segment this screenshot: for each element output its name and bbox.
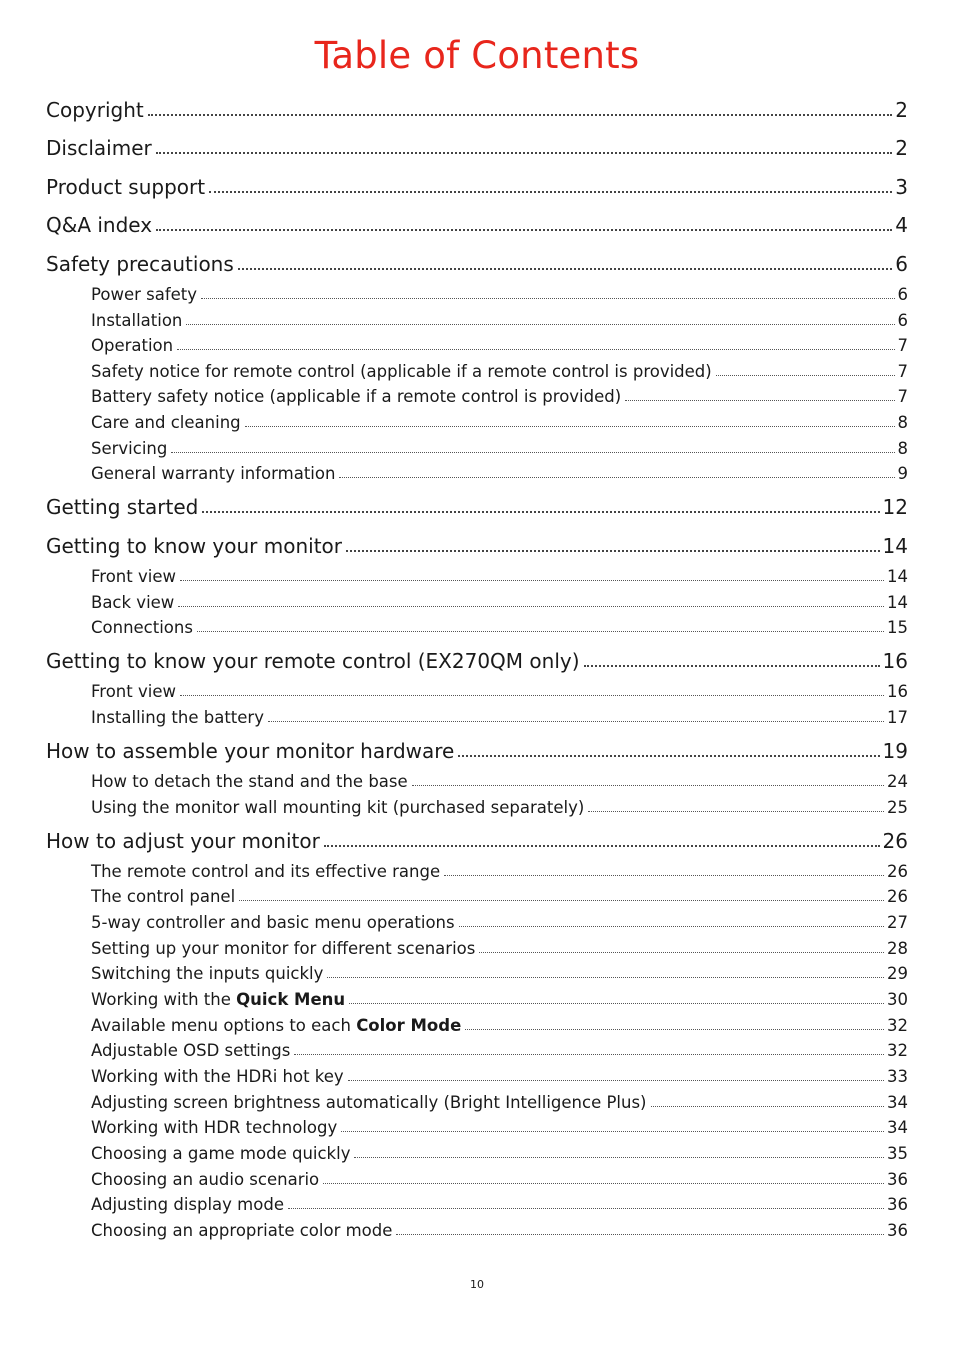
toc-subsection-entry[interactable] xyxy=(91,962,908,983)
dot-leader xyxy=(202,494,879,514)
toc-entry-title: Working with the Quick Menu xyxy=(91,989,346,1009)
page-number: 10 xyxy=(470,1278,484,1291)
dot-leader xyxy=(479,937,884,954)
toc-entry-page: 2 xyxy=(895,136,908,160)
dot-leader xyxy=(148,97,893,117)
toc-entry-title: Getting started xyxy=(46,495,199,519)
toc-entry-page: 14 xyxy=(887,592,908,612)
dot-leader xyxy=(268,706,884,723)
dot-leader xyxy=(209,174,892,194)
toc-entry-page: 7 xyxy=(897,335,908,355)
toc-entry-title: Front view xyxy=(91,681,176,701)
toc-subsection-entry[interactable] xyxy=(91,283,908,304)
toc-subsection-entry[interactable] xyxy=(91,1142,908,1163)
dot-leader xyxy=(412,770,884,787)
dot-leader xyxy=(354,1142,884,1159)
toc-entry-page: 30 xyxy=(887,989,908,1009)
toc-entry-page: 9 xyxy=(897,463,908,483)
dot-leader xyxy=(156,212,892,232)
toc-subsection-entry[interactable] xyxy=(91,1168,908,1189)
toc-entry-page: 25 xyxy=(887,797,908,817)
toc-entry-page: 36 xyxy=(887,1220,908,1240)
dot-leader xyxy=(396,1219,884,1236)
toc-entry-page: 14 xyxy=(882,534,908,558)
toc-subsection-entry[interactable] xyxy=(91,309,908,330)
toc-entry-title: The remote control and its effective range xyxy=(91,861,441,881)
toc-entry-page: 6 xyxy=(897,310,908,330)
toc-subsection-entry[interactable] xyxy=(91,1193,908,1214)
toc-entry-title: 5-way controller and basic menu operations xyxy=(91,912,455,932)
dot-leader xyxy=(201,283,894,300)
toc-entry-title: Working with the HDRi hot key xyxy=(91,1066,344,1086)
toc-subsection-entry[interactable] xyxy=(91,411,908,432)
toc-entry-page: 34 xyxy=(887,1092,908,1112)
toc-subsection-entry[interactable] xyxy=(91,437,908,458)
toc-section-entry[interactable] xyxy=(46,212,908,237)
toc-subsection-entry[interactable] xyxy=(91,988,908,1009)
toc-entry-bold-term: Color Mode xyxy=(356,1015,462,1035)
dot-leader xyxy=(239,885,884,902)
dot-leader xyxy=(156,135,893,155)
dot-leader xyxy=(294,1039,884,1056)
toc-entry-title: Operation xyxy=(91,335,174,355)
toc-section-entry[interactable] xyxy=(46,251,908,276)
toc-entry-title: Front view xyxy=(91,566,176,586)
toc-entry-page: 26 xyxy=(887,886,908,906)
toc-entry-bold-term: Quick Menu xyxy=(236,989,346,1009)
dot-leader xyxy=(584,648,880,668)
toc-entry-page: 33 xyxy=(887,1066,908,1086)
toc-subsection-entry[interactable] xyxy=(91,1219,908,1240)
toc-subsection-entry[interactable] xyxy=(91,334,908,355)
dot-leader xyxy=(178,591,884,608)
dot-leader xyxy=(180,680,884,697)
toc-entry-page: 16 xyxy=(887,681,908,701)
toc-subsection-entry[interactable] xyxy=(91,360,908,381)
toc-entry-title: Available menu options to each Color Mode xyxy=(91,1015,462,1035)
toc-entry-title: Setting up your monitor for different scenarios xyxy=(91,938,476,958)
toc-entry-title: Servicing xyxy=(91,438,168,458)
toc-entry-page: 29 xyxy=(887,963,908,983)
toc-entry-title: Working with HDR technology xyxy=(91,1117,338,1137)
toc-entry-page: 15 xyxy=(887,617,908,637)
toc-entry-title: Product support xyxy=(46,175,206,199)
toc-entry-title: How to detach the stand and the base xyxy=(91,771,408,791)
toc-section-entry[interactable] xyxy=(46,174,908,199)
toc-subsection-entry[interactable] xyxy=(91,565,908,586)
dot-leader xyxy=(346,533,880,553)
toc-subsection-entry[interactable] xyxy=(91,885,908,906)
toc-entry-title: Q&A index xyxy=(46,213,153,237)
toc-entry-page: 32 xyxy=(887,1015,908,1035)
toc-section-entry[interactable] xyxy=(46,494,908,519)
toc-entry-title: Adjustable OSD settings xyxy=(91,1040,291,1060)
dot-leader xyxy=(186,309,894,326)
dot-leader xyxy=(324,828,880,848)
toc-section-entry[interactable] xyxy=(46,135,908,160)
toc-subsection-entry[interactable] xyxy=(91,1065,908,1086)
toc-subsection-entry[interactable] xyxy=(91,1039,908,1060)
toc-subsection-entry[interactable] xyxy=(91,706,908,727)
toc-subsection-entry[interactable] xyxy=(91,462,908,483)
toc-subsection-entry[interactable] xyxy=(91,1091,908,1112)
toc-entry-title: Copyright xyxy=(46,98,144,122)
toc-entry-page: 17 xyxy=(887,707,908,727)
toc-entry-page: 8 xyxy=(897,412,908,432)
dot-leader xyxy=(341,1116,884,1133)
toc-subsection-entry[interactable] xyxy=(91,1116,908,1137)
toc-entry-title: Adjusting screen brightness automatically (Bright Intelligence Plus) xyxy=(91,1092,647,1112)
dot-leader xyxy=(177,334,894,351)
toc-subsection-entry[interactable] xyxy=(91,911,908,932)
dot-leader xyxy=(197,616,884,633)
toc-entry-title: Back view xyxy=(91,592,175,612)
toc-entry-page: 27 xyxy=(887,912,908,932)
toc-entry-page: 7 xyxy=(897,386,908,406)
dot-leader xyxy=(349,988,884,1005)
dot-leader xyxy=(444,860,884,877)
toc-entry-title: Using the monitor wall mounting kit (purchased separately) xyxy=(91,797,585,817)
toc-entry-title: Battery safety notice (applicable if a remote control is provided) xyxy=(91,386,622,406)
toc-entry-title: Choosing a game mode quickly xyxy=(91,1143,351,1163)
toc-subsection-entry[interactable] xyxy=(91,937,908,958)
toc-entry-page: 6 xyxy=(895,252,908,276)
toc-entry-title: Connections xyxy=(91,617,193,637)
toc-entry-title: Safety precautions xyxy=(46,252,234,276)
toc-section-entry[interactable] xyxy=(46,738,908,763)
toc-subsection-entry[interactable] xyxy=(91,796,908,817)
toc-entry-title: The control panel xyxy=(91,886,236,906)
toc-entry-title: Adjusting display mode xyxy=(91,1194,284,1214)
dot-leader xyxy=(288,1193,884,1210)
toc-entry-title: Installation xyxy=(91,310,183,330)
toc-subsection-entry[interactable] xyxy=(91,680,908,701)
toc-entry-page: 35 xyxy=(887,1143,908,1163)
toc-entry-page: 32 xyxy=(887,1040,908,1060)
dot-leader xyxy=(245,411,895,428)
toc-entry-page: 19 xyxy=(882,739,908,763)
toc-entry-title: Installing the battery xyxy=(91,707,264,727)
page-title: Table of Contents xyxy=(314,34,640,77)
toc-entry-page: 14 xyxy=(887,566,908,586)
toc-entry-page: 16 xyxy=(882,649,908,673)
dot-leader xyxy=(348,1065,884,1082)
dot-leader xyxy=(716,360,895,377)
dot-leader xyxy=(458,738,879,758)
toc-entry-title: Power safety xyxy=(91,284,198,304)
toc-subsection-entry[interactable] xyxy=(91,616,908,637)
toc-entry-title: Getting to know your remote control (EX270QM only) xyxy=(46,649,580,673)
dot-leader xyxy=(339,462,894,479)
dot-leader xyxy=(327,962,884,979)
toc-entry-page: 36 xyxy=(887,1194,908,1214)
dot-leader xyxy=(323,1168,884,1185)
toc-entry-page: 3 xyxy=(895,175,908,199)
toc-entry-title: Choosing an appropriate color mode xyxy=(91,1220,393,1240)
toc-entry-title: Getting to know your monitor xyxy=(46,534,342,558)
toc-section-entry[interactable] xyxy=(46,533,908,558)
toc-entry-page: 24 xyxy=(887,771,908,791)
dot-leader xyxy=(625,385,894,402)
toc-entry-page: 26 xyxy=(882,829,908,853)
toc-subsection-entry[interactable] xyxy=(91,1014,908,1035)
dot-leader xyxy=(588,796,884,813)
toc-subsection-entry[interactable] xyxy=(91,860,908,881)
dot-leader xyxy=(651,1091,885,1108)
toc-section-entry[interactable] xyxy=(46,648,908,673)
toc-subsection-entry[interactable] xyxy=(91,385,908,406)
toc-entry-page: 36 xyxy=(887,1169,908,1189)
toc-entry-title: Disclaimer xyxy=(46,136,152,160)
toc-entry-title: Care and cleaning xyxy=(91,412,241,432)
toc-entry-page: 4 xyxy=(895,213,908,237)
toc-entry-page: 12 xyxy=(882,495,908,519)
toc-entry-title: How to adjust your monitor xyxy=(46,829,320,853)
dot-leader xyxy=(238,251,892,271)
dot-leader xyxy=(171,437,894,454)
toc-entry-page: 34 xyxy=(887,1117,908,1137)
toc-entry-page: 26 xyxy=(887,861,908,881)
toc-entry-title: Switching the inputs quickly xyxy=(91,963,324,983)
toc-subsection-entry[interactable] xyxy=(91,591,908,612)
dot-leader xyxy=(180,565,884,582)
toc-entry-title: Safety notice for remote control (applicable if a remote control is provided) xyxy=(91,361,712,381)
toc-entry-title: Choosing an audio scenario xyxy=(91,1169,320,1189)
toc-entry-title: General warranty information xyxy=(91,463,336,483)
toc-section-entry[interactable] xyxy=(46,97,908,122)
dot-leader xyxy=(459,911,884,928)
toc-entry-page: 7 xyxy=(897,361,908,381)
toc-section-entry[interactable] xyxy=(46,828,908,853)
toc-entry-page: 6 xyxy=(897,284,908,304)
toc-entry-page: 8 xyxy=(897,438,908,458)
toc-subsection-entry[interactable] xyxy=(91,770,908,791)
dot-leader xyxy=(465,1014,884,1031)
toc-entry-page: 2 xyxy=(895,98,908,122)
toc-entry-page: 28 xyxy=(887,938,908,958)
toc-entry-title: How to assemble your monitor hardware xyxy=(46,739,455,763)
